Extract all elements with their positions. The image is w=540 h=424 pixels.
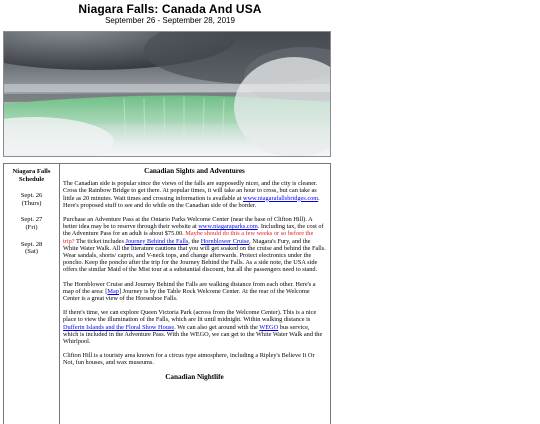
- schedule-day-date: Sept. 26: [20, 192, 43, 200]
- text: ] Journey is by the Table Rock Welcome Center. At the rear of the Welcome Center is a great view of the Horseshoe Falls.: [63, 287, 310, 303]
- paragraph-clifton-hill: [63, 352, 326, 366]
- bridges-link[interactable]: www.niagarafallsbridges.com: [243, 194, 319, 202]
- paragraph-queen-victoria-park: [63, 309, 326, 345]
- schedule-day-date: Sept. 28: [20, 240, 43, 248]
- text: . Including tax, the cost of the Adventure Pass for an adult is about $75.00.: [63, 223, 324, 238]
- text: The ticket includes: [74, 237, 126, 245]
- paragraph-walking-distance: [63, 281, 326, 303]
- dufferin-islands-link[interactable]: Dufferin Islands and the Floral Show House: [63, 323, 175, 331]
- text: . We can also get around with the: [174, 323, 260, 331]
- hornblower-cruise-link[interactable]: Hornblower Cruise: [200, 237, 250, 245]
- schedule-day-date: Sept. 27: [20, 216, 43, 224]
- text: The Hornblower Cruise and Journey Behind the Falls are walking distance from each other. Here's a map of the area: [: [63, 280, 316, 295]
- schedule-day-weekday: (Thurs): [21, 199, 42, 207]
- paragraph-adventure-pass: [63, 216, 326, 274]
- schedule-title-line: Schedule: [18, 175, 45, 183]
- schedule-title: [4, 168, 59, 183]
- article-title: Canadian Sights and Adventures: [144, 167, 245, 175]
- text: , Niagara's Fury, and the White Water Walk. All the literature cautions that you will get soaked on the cruise and behind the Falls. Wear sandals, shorts/ capris, and V-neck tops, and change afterwards. Protect electronics under the poncho. Keep the poncho after the trip for the Journey Behind the Falls. As a side note, the USA side offers the similar Maid of the Mist tour at a substantial discount, but all the passengers need to stand.: [63, 237, 326, 274]
- text: If there's time, we can explore Queen Victoria Park (across from the Welcome Center). This is a nice place to view the illumination of the Falls, which are lit until midnight. Within walking distance is: [63, 309, 317, 324]
- content-table: [3, 163, 331, 424]
- schedule-day-weekday: (Fri): [25, 223, 38, 231]
- schedule-sidebar: [4, 164, 60, 424]
- niagaraparks-link[interactable]: www.niagaraparks.com: [198, 223, 258, 231]
- text: , the: [188, 237, 201, 245]
- text: The Canadian side is popular since the views of the falls are supposedly nicer, and the city is cleaner. Cross the Rainbow Bridge to get there. At popular times, it will take an hour to cross, but can take as little as 20 minutes. Wait times and crossing information is available at: [63, 180, 318, 202]
- text: bus service, which is included in the Adventure Pass. With the WEGO, we can get to the White Water Walk and the Whirlpool.: [63, 323, 323, 346]
- map-link[interactable]: Map: [107, 287, 119, 295]
- schedule-title-line: Niagara Falls: [12, 168, 51, 175]
- next-section-title: Canadian Nightlife: [165, 372, 224, 381]
- article: [63, 164, 326, 424]
- text: Purchase an Adventure Pass at the Ontario Parks Welcome Center (near the base of Clifton Hill). A better idea may be to reserve through their website at: [63, 216, 313, 231]
- schedule-day: [4, 192, 59, 207]
- paragraph-canadian-side: [63, 180, 326, 209]
- schedule-day: [4, 241, 59, 256]
- text: Clifton Hill is a touristy area known for a circus type atmosphere, including a Ripley's Believe It Or Not, fun houses, and wax museums.: [63, 352, 315, 367]
- schedule-day-weekday: (Sat): [25, 248, 38, 256]
- journey-behind-falls-link[interactable]: Journey Behind the Falls: [125, 237, 189, 245]
- trip-dates: September 26 - September 28, 2019: [105, 16, 235, 25]
- schedule-day: [4, 216, 59, 231]
- page-title: Niagara Falls: Canada And USA: [78, 2, 262, 16]
- reminder-note: Maybe should do this a few weeks or so before the trip?: [63, 230, 314, 245]
- niagara-falls-photo: [3, 31, 331, 157]
- wego-link[interactable]: WEGO: [259, 323, 279, 331]
- text: . Here's proposed stuff to see and do while on the Canadian side of the border.: [63, 194, 320, 209]
